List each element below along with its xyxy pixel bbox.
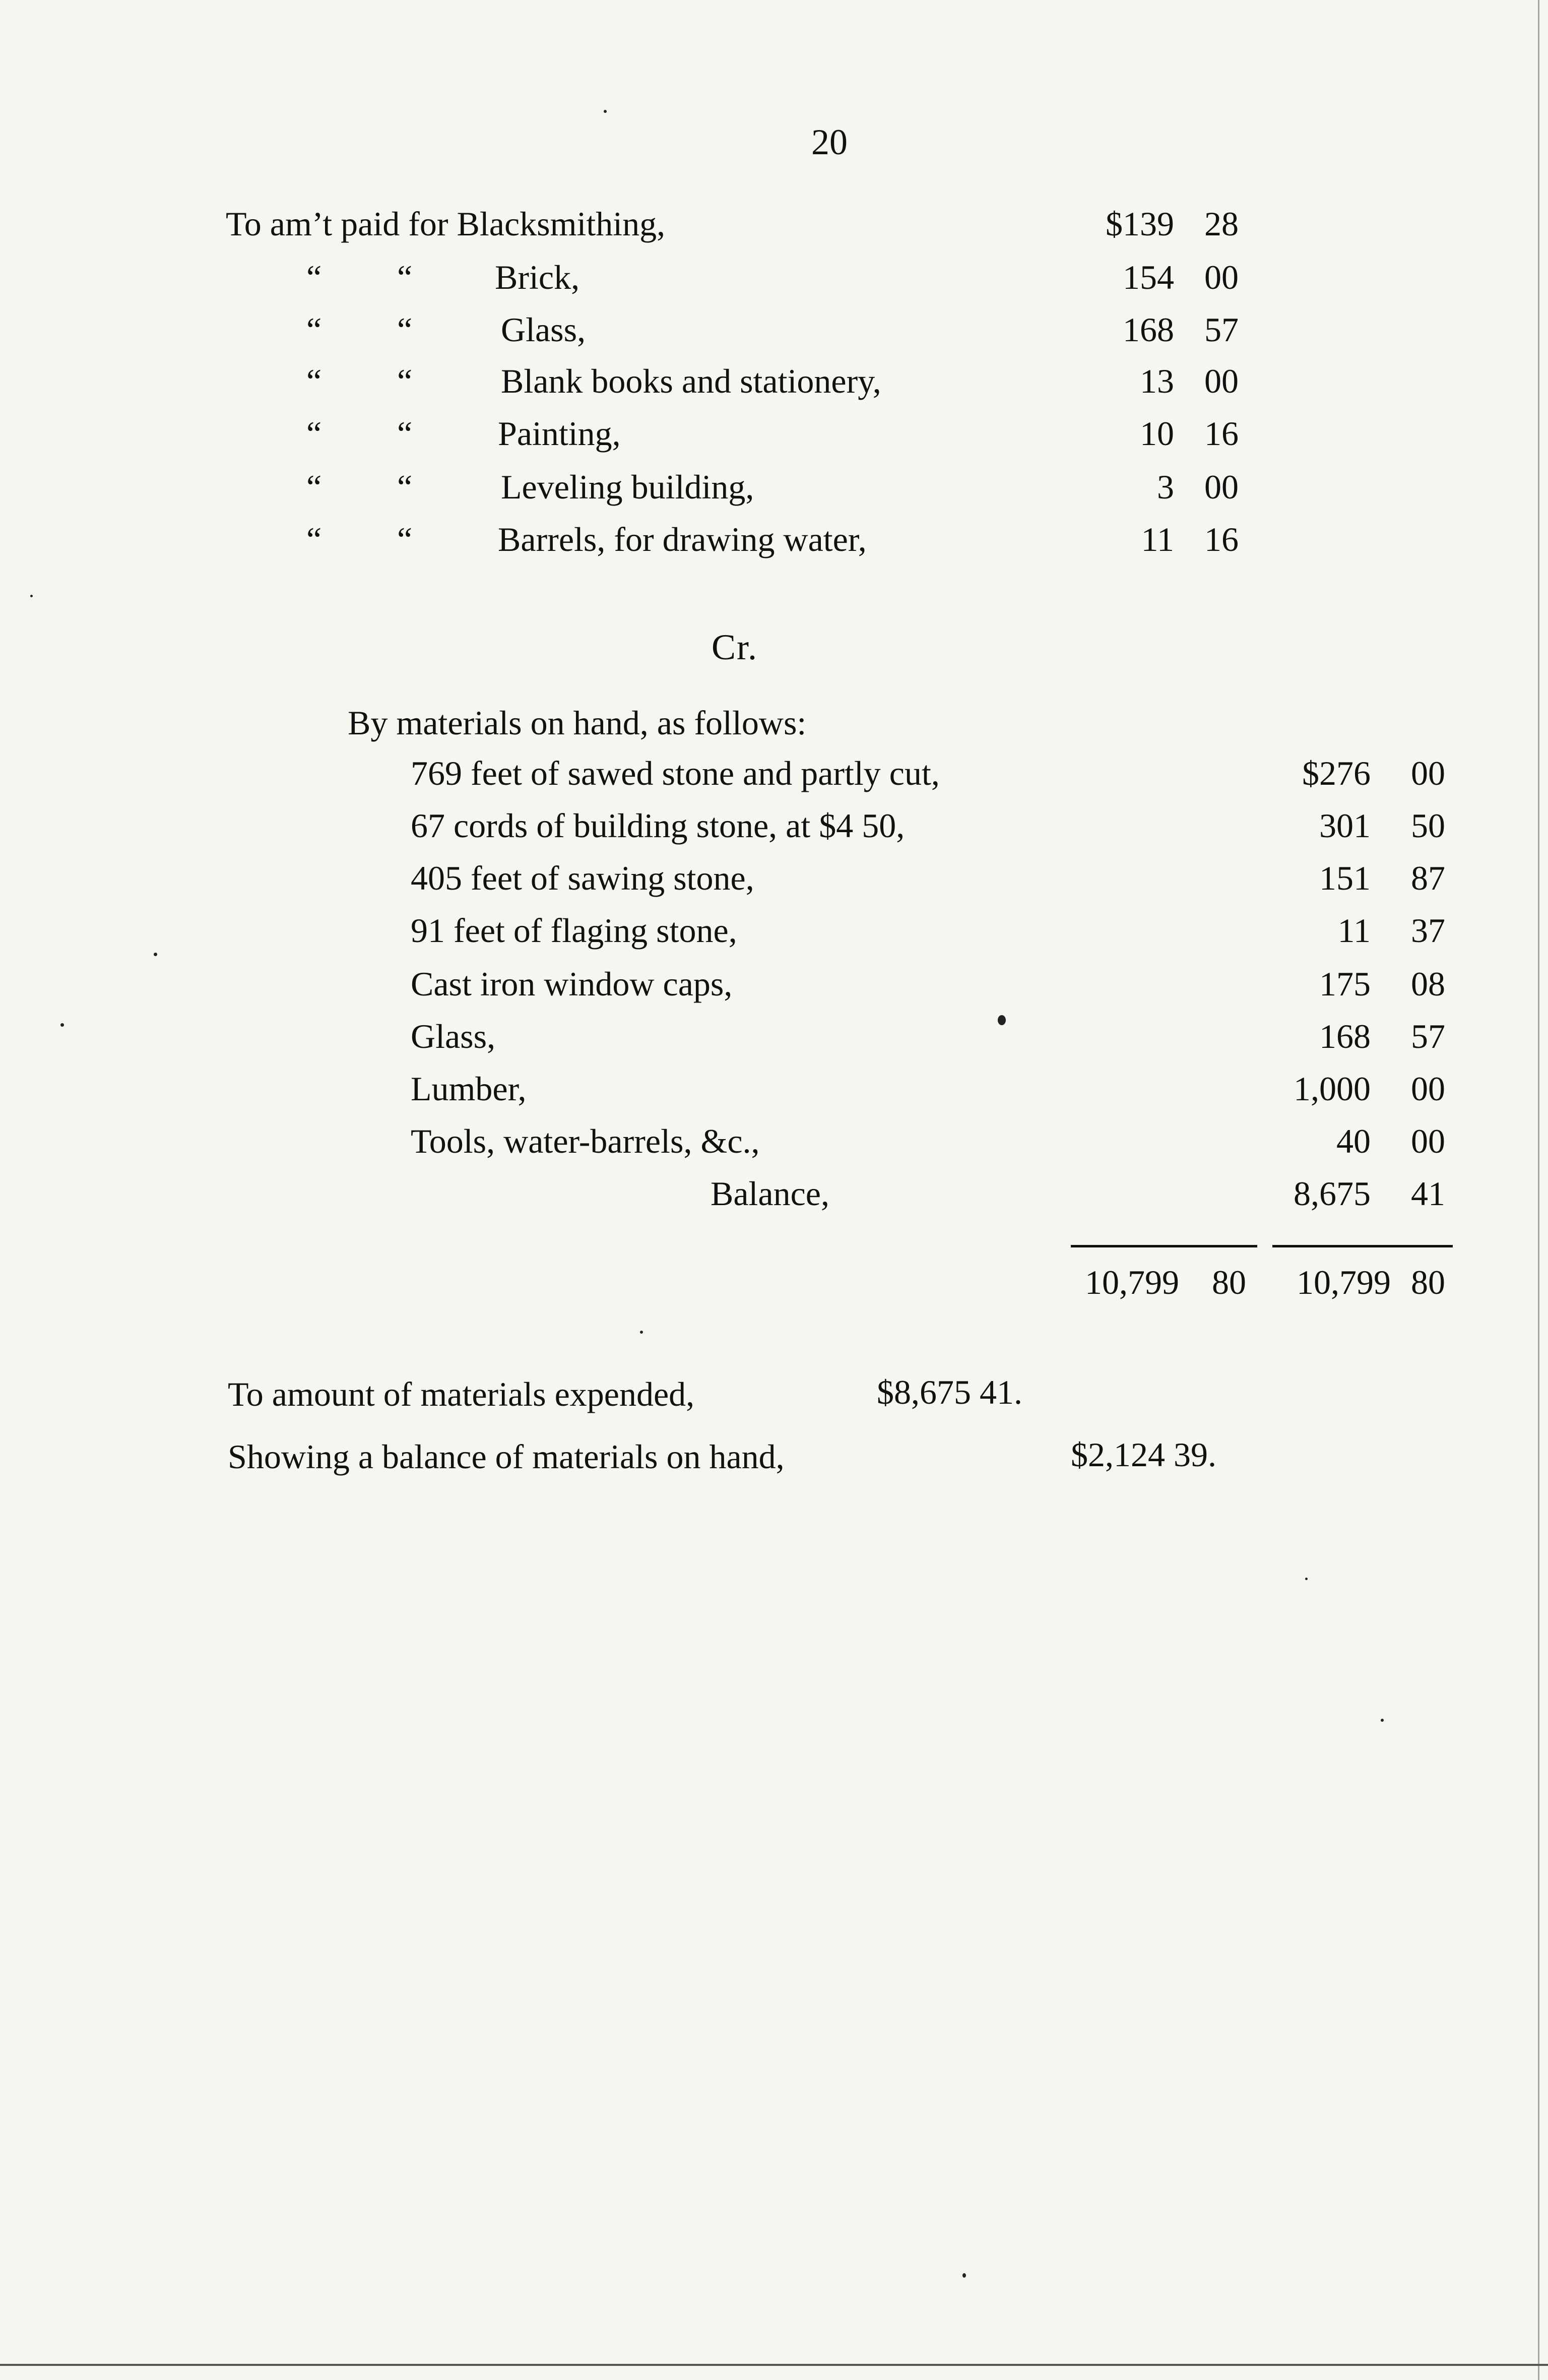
credit-total-dollars: 10,799: [1297, 1263, 1391, 1301]
summary-amount: $2,124 39.: [1071, 1435, 1216, 1474]
credit-row-label: Cast iron window caps,: [411, 965, 733, 1003]
balance-dollars: 8,675: [1294, 1174, 1371, 1213]
ink-speck: [604, 110, 607, 113]
balance-label: Balance,: [711, 1174, 829, 1213]
credit-row-label: 67 cords of building stone, at $4 50,: [411, 806, 905, 845]
credit-row-label: 91 feet of flaging stone,: [411, 911, 737, 950]
ditto-mark: “: [306, 310, 322, 349]
page-number: 20: [811, 122, 848, 162]
debit-row-cents: 16: [1204, 520, 1239, 558]
debit-row-cents: 57: [1204, 310, 1239, 349]
ditto-mark: “: [306, 520, 322, 558]
credit-row-label: Tools, water-barrels, &c.,: [411, 1122, 760, 1160]
debit-row-dollars: $139: [1106, 205, 1174, 243]
debit-row-label: Leveling building,: [501, 468, 754, 506]
ditto-mark: “: [397, 310, 413, 349]
credit-row-dollars: 1,000: [1294, 1070, 1371, 1108]
credit-row-label: 769 feet of sawed stone and partly cut,: [411, 754, 940, 792]
credit-row-dollars: 168: [1319, 1017, 1371, 1055]
credit-row-cents: 50: [1411, 806, 1445, 845]
credit-total-rule: [1272, 1245, 1453, 1247]
credit-row-label: 405 feet of sawing stone,: [411, 859, 754, 897]
ditto-mark: “: [397, 520, 413, 558]
credit-row-label: Glass,: [411, 1017, 496, 1055]
credit-row-cents: 37: [1411, 911, 1445, 950]
debit-row-dollars: 10: [1140, 414, 1174, 453]
debit-row-label: Glass,: [501, 310, 586, 349]
debit-total-dollars: 10,799: [1085, 1263, 1179, 1301]
ink-speck: [30, 595, 33, 597]
debit-row-dollars: 154: [1123, 258, 1174, 296]
credit-heading: Cr.: [712, 627, 758, 667]
credit-row-dollars: 151: [1319, 859, 1371, 897]
scan-edge-line: [1538, 0, 1539, 2380]
debit-row-cents: 00: [1204, 468, 1239, 506]
debit-row-cents: 00: [1204, 362, 1239, 400]
ink-speck: [640, 1331, 643, 1334]
summary-amount: $8,675 41.: [877, 1373, 1022, 1411]
debit-row-dollars: 168: [1123, 310, 1174, 349]
debit-row-label: Blank books and stationery,: [501, 362, 881, 400]
debit-row-label: Brick,: [495, 258, 580, 296]
ink-speck: [998, 1015, 1006, 1025]
credit-row-dollars: 40: [1336, 1122, 1371, 1160]
credit-row-cents: 08: [1411, 965, 1445, 1003]
scan-edge-line: [0, 2364, 1548, 2366]
credit-row-dollars: $276: [1302, 754, 1371, 792]
ditto-mark: “: [306, 414, 322, 453]
ditto-mark: “: [397, 414, 413, 453]
debit-row-label: To am’t paid for Blacksmithing,: [226, 205, 666, 243]
ditto-mark: “: [306, 362, 322, 400]
credit-row-dollars: 11: [1337, 911, 1371, 950]
credit-row-dollars: 175: [1319, 965, 1371, 1003]
ditto-mark: “: [397, 258, 413, 296]
balance-cents: 41: [1411, 1174, 1445, 1213]
debit-row-label: Painting,: [498, 414, 621, 453]
summary-label: Showing a balance of materials on hand,: [228, 1437, 785, 1476]
ink-speck: [1305, 1578, 1308, 1580]
debit-row-cents: 28: [1204, 205, 1239, 243]
summary-label: To amount of materials expended,: [228, 1375, 695, 1413]
debit-total-rule: [1071, 1245, 1257, 1247]
debit-row-cents: 16: [1204, 414, 1239, 453]
ditto-mark: “: [306, 468, 322, 506]
debit-total-cents: 80: [1212, 1263, 1246, 1301]
credit-row-dollars: 301: [1319, 806, 1371, 845]
ink-speck: [60, 1023, 64, 1027]
debit-row-dollars: 13: [1140, 362, 1174, 400]
credit-row-cents: 87: [1411, 859, 1445, 897]
credit-row-cents: 57: [1411, 1017, 1445, 1055]
ink-speck: [1381, 1719, 1384, 1722]
debit-row-cents: 00: [1204, 258, 1239, 296]
credit-intro: By materials on hand, as follows:: [348, 704, 807, 742]
credit-row-label: Lumber,: [411, 1070, 527, 1108]
ditto-mark: “: [397, 468, 413, 506]
ditto-mark: “: [397, 362, 413, 400]
ink-speck: [962, 2273, 966, 2278]
credit-row-cents: 00: [1411, 1122, 1445, 1160]
debit-row-dollars: 3: [1157, 468, 1174, 506]
credit-total-cents: 80: [1411, 1263, 1445, 1301]
debit-row-label: Barrels, for drawing water,: [498, 520, 867, 558]
credit-row-cents: 00: [1411, 754, 1445, 792]
debit-row-dollars: 11: [1141, 520, 1174, 558]
ink-speck: [154, 953, 157, 956]
ditto-mark: “: [306, 258, 322, 296]
credit-row-cents: 00: [1411, 1070, 1445, 1108]
